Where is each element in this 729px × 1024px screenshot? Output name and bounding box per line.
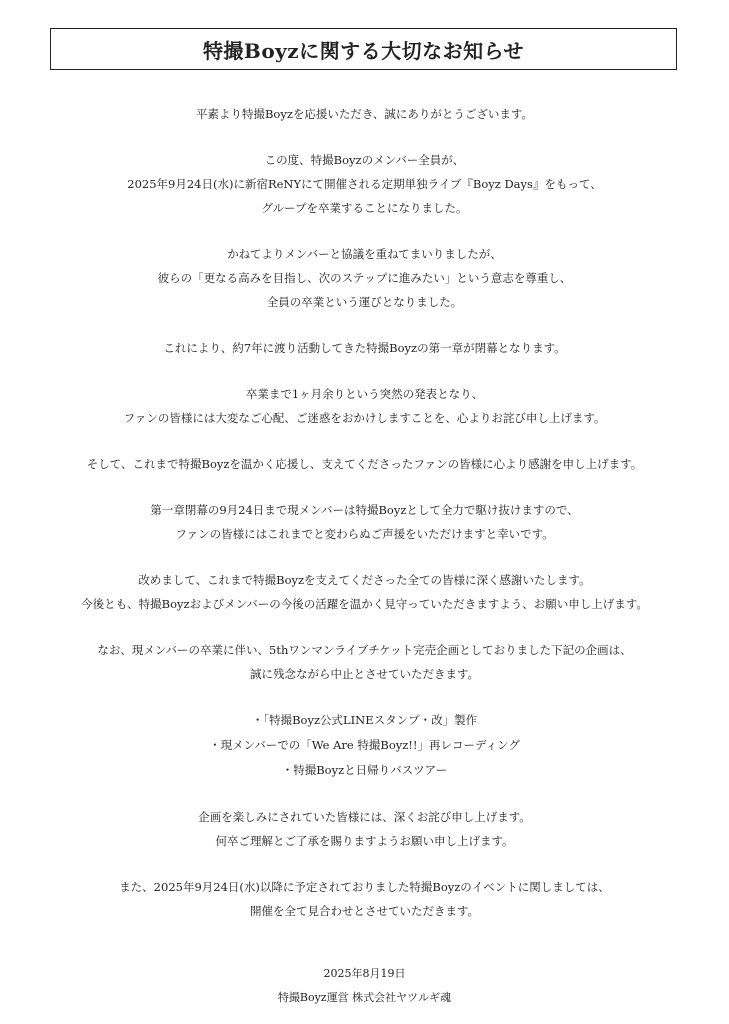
paragraph-graduation [0, 148, 729, 220]
list-item: ・「特撮Boyz公式LINEスタンプ・改」製作 [251, 713, 478, 727]
cancelled-projects-list [0, 708, 729, 783]
text-line: 2025年9月24日(水)に新宿ReNYにて開催される定期単独ライブ『Boyz Days』をもって、 [127, 177, 602, 191]
text-line: 彼らの「更なる高みを目指し、次のステップに進みたい」という意志を尊重し、 [157, 271, 572, 285]
text-line: なお、現メンバーの卒業に伴い、5thワンマンライブチケット完売企画としておりました下記の企画は、 [97, 643, 632, 657]
text-line: 今後とも、特撮Boyzおよびメンバーの今後の活躍を温かく見守っていただきますよう、お願い申し上げます。 [81, 597, 648, 611]
text-line: 平素より特撮Boyzを応援いただき、誠にありがとうございます。 [195, 107, 534, 121]
footer [0, 962, 729, 1010]
text-line: ファンの皆様には大変なご心配、ご迷惑をおかけしますことを、心よりお詫び申し上げます。 [123, 411, 606, 425]
paragraph-greeting [0, 102, 729, 126]
text-line: グループを卒業することになりました。 [261, 201, 468, 215]
paragraph-chapter-close [0, 336, 729, 360]
text-line: 何卒ご理解とご了承を賜りますようお願い申し上げます。 [215, 834, 514, 848]
paragraph-reason [0, 242, 729, 314]
announcement-body [0, 102, 729, 945]
text-line: かねてよりメンバーと協議を重ねてまいりましたが、 [227, 247, 502, 261]
paragraph-events-suspended [0, 875, 729, 923]
paragraph-apology [0, 382, 729, 430]
paragraph-cancellation [0, 638, 729, 686]
signature: 特撮Boyz運営 株式会社ヤツルギ魂 [277, 991, 452, 1004]
text-line: 改めまして、これまで特撮Boyzを支えてくださった全ての皆様に深く感謝いたします。 [138, 573, 591, 587]
text-line: 卒業まで1ヶ月余りという突然の発表となり、 [245, 387, 484, 401]
announcement-date: 2025年8月19日 [323, 967, 406, 980]
text-line: 誠に残念ながら中止とさせていただきます。 [249, 667, 480, 681]
text-line: これにより、約7年に渡り活動してきた特撮Boyzの第一章が閉幕となります。 [163, 341, 566, 355]
list-item: ・現メンバーでの「We Are 特撮Boyz!!」再レコーディング [209, 738, 520, 752]
text-line: そして、これまで特撮Boyzを温かく応援し、支えてくださったファンの皆様に心より感謝を申し上げます。 [86, 457, 643, 471]
paragraph-closing-apology [0, 805, 729, 853]
text-line: 全員の卒業という運びとなりました。 [266, 295, 463, 309]
text-line: ファンの皆様にはこれまでと変わらぬご声援をいただけますと幸いです。 [175, 527, 554, 541]
paragraph-until-final [0, 498, 729, 546]
title-box [50, 28, 677, 70]
list-item: ・特撮Boyzと日帰りバスツアー [281, 763, 448, 777]
text-line: 開催を全て見合わせとさせていただきます。 [249, 904, 480, 918]
text-line: また、2025年9月24日(水)以降に予定されておりました特撮Boyzのイベントに関しましては、 [119, 880, 610, 894]
text-line: この度、特撮Boyzのメンバー全員が、 [264, 153, 465, 167]
paragraph-thanks [0, 452, 729, 476]
text-line: 企画を楽しみにされていた皆様には、深くお詫び申し上げます。 [198, 810, 531, 824]
text-line: 第一章閉幕の9月24日まで現メンバーは特撮Boyzとして全力で駆け抜けますので、 [150, 503, 579, 517]
page-title: 特撮Boyzに関する大切なお知らせ [202, 38, 525, 63]
paragraph-gratitude [0, 568, 729, 616]
